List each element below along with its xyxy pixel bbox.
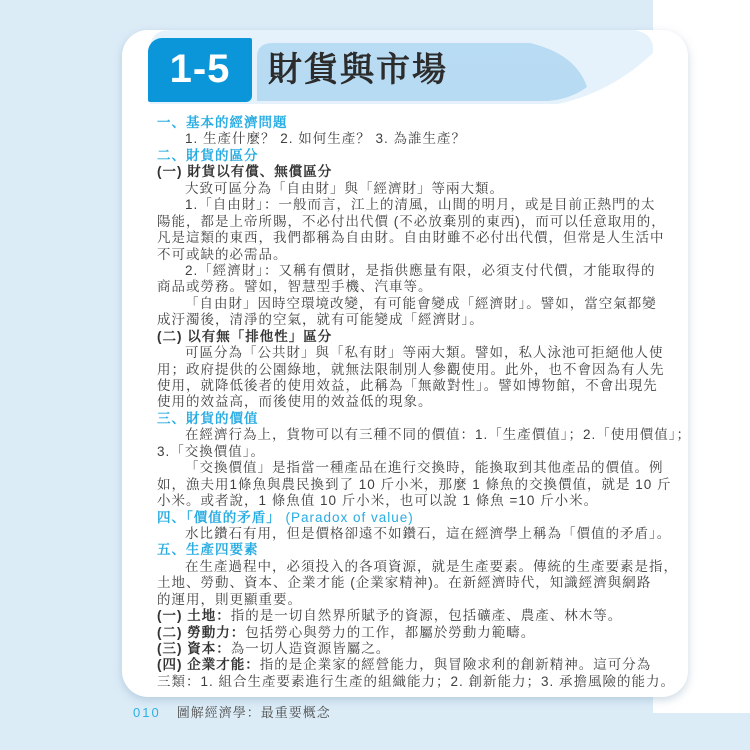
text-line: (四) 企業才能：指的是企業家的經營能力，與冒險求利的創新精神。這可分為 (157, 657, 652, 673)
text-line: 的運用，則更顯重要。 (157, 591, 302, 607)
text-line: 用；政府提供的公園綠地，就無法限制別人參觀使用。此外，也不會因為有人先 (157, 361, 665, 377)
text-line: 一、基本的經濟問題 (157, 115, 288, 130)
text-line: 在經濟行為上，貨物可以有三種不同的價值：1.「生產價值」；2.「使用價值」； (185, 427, 692, 443)
text-line: 可區分為「公共財」與「私有財」等兩大類。譬如，私人泳池可拒絕他人使 (185, 345, 664, 361)
text-line: 商品或勞務。譬如，智慧型手機、汽車等。 (157, 279, 433, 295)
text-line: 2.「經濟財」：又稱有價財，是指供應量有限，必須支付代價，才能取得的 (185, 262, 656, 278)
text-line: 在生產過程中，必須投入的各項資源，就是生產要素。傳統的生產要素是指， (185, 558, 678, 574)
text-line: 二、財貨的區分 (157, 147, 259, 163)
text-line: 如，漁夫用1條魚與農民換到了 10 斤小米，那麼 1 條魚的交換價值，就是 10 斤 (157, 476, 672, 492)
text-line: 小米。或者說，1 條魚值 10 斤小米，也可以說 1 條魚 =10 斤小米。 (157, 493, 599, 509)
book-title: 圖解經濟學：最重要概念 (176, 705, 331, 720)
text-line: 「交換價值」是指當一種產品在進行交換時，能換取到其他產品的價值。例 (185, 460, 664, 476)
section-number-box (148, 38, 252, 102)
text-line: 大致可區分為「自由財」與「經濟財」等兩大類。 (185, 180, 504, 196)
text-line: 使用，就降低後者的使用效益，此稱為「無敵對性」。譬如博物館，不會出現先 (157, 378, 658, 393)
body-text (157, 115, 692, 690)
text-line: (二) 勞動力：包括勞心與勞力的工作，都屬於勞動力範疇。 (157, 624, 536, 640)
text-line: 1.「自由財」：一般而言，江上的清風，山間的明月，或是目前正熱門的太 (185, 197, 656, 213)
section-title: 財貨與市場 (268, 51, 448, 89)
text-line: 凡是這類的東西，我們都稱為自由財。自由財雖不必付出代價，但常是人生活中 (157, 230, 665, 246)
text-line: 四、「價值的矛盾」 (Paradox of value) (157, 509, 414, 525)
text-line: (一) 土地：指的是一切自然界所賦予的資源，包括礦產、農產、林木等。 (157, 608, 623, 624)
text-line: 使用的效益高，而後使用的效益低的現象。 (157, 394, 433, 410)
text-line: 五、生產四要素 (157, 542, 259, 558)
text-line: 三、財貨的價值 (157, 410, 259, 426)
text-line: (二) 以有無「排他性」區分 (157, 328, 333, 344)
text-line: 成汙濁後，清淨的空氣，就有可能變成「經濟財」。 (157, 312, 484, 328)
text-line: 三類：1. 組合生產要素進行生產的組織能力；2. 創新能力；3. 承擔風險的能力。 (157, 673, 676, 689)
section-number: 1-5 (169, 47, 231, 91)
text-line: 「自由財」因時空環境改變，有可能會變成「經濟財」。譬如，當空氣都變 (185, 295, 657, 311)
text-line: 土地、勞動、資本、企業才能 (企業家精神)。在新經濟時代，知識經濟與網路 (157, 575, 652, 591)
text-line: (一) 財貨以有償、無償區分 (157, 164, 333, 180)
text-line: 1. 生產什麼？ 2. 如何生產？ 3. 為誰生產？ (185, 131, 467, 147)
text-line: 陽能，都是上帝所賜，不必付出代價 (不必放棄別的東西)，而可以任意取用的， (157, 213, 666, 229)
text-line: 3.「交換價值」。 (157, 443, 266, 459)
page-footer (133, 702, 331, 721)
page-number: 010 (133, 705, 161, 720)
text-line: 不可或缺的必需品。 (157, 246, 288, 262)
text-line: (三) 資本：為一切人造資源皆屬之。 (157, 641, 391, 656)
text-line: 水比鑽石有用，但是價格卻遠不如鑽石，這在經濟學上稱為「價值的矛盾」。 (185, 525, 672, 541)
